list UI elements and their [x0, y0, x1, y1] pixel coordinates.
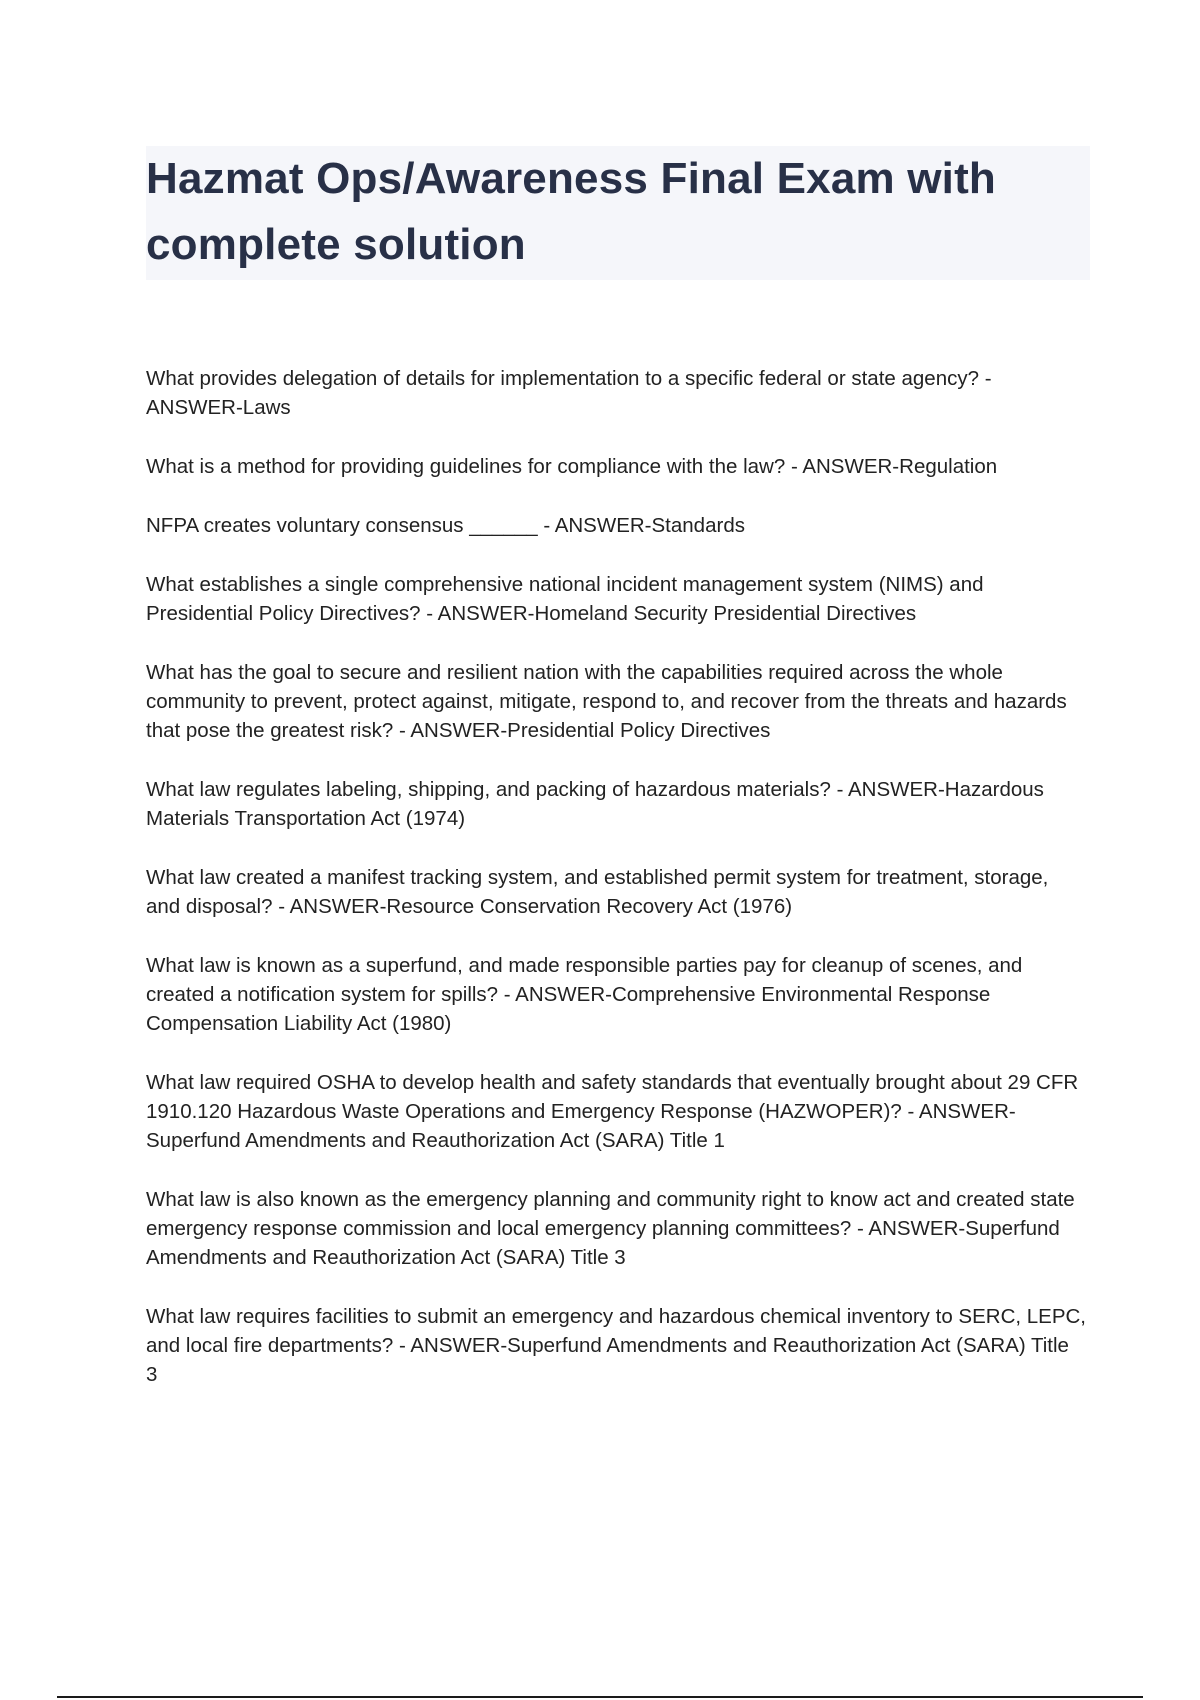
title-banner [146, 146, 1090, 280]
qa-item: What establishes a single comprehensive national incident management system (NIMS) and Presidential Policy Directives? - ANSWER-Homeland Security Presidential Directives [146, 573, 984, 625]
qa-item: What provides delegation of details for implementation to a specific federal or state agency? - ANSWER-Laws [146, 367, 992, 419]
document-title: Hazmat Ops/Awareness Final Exam with complete solution [146, 154, 997, 269]
qa-item: What law created a manifest tracking system, and established permit system for treatment, storage, and disposal? - ANSWER-Resource Conservation Recovery Act (1976) [146, 866, 1049, 918]
qa-item: What law is known as a superfund, and made responsible parties pay for cleanup of scenes, and created a notification system for spills? - ANSWER-Comprehensive Environmental Response Compensation Liability Act (1980) [146, 954, 1023, 1035]
qa-item: What law regulates labeling, shipping, and packing of hazardous materials? - ANSWER-Hazardous Materials Transportation Act (1974) [146, 778, 1044, 830]
qa-item: What law is also known as the emergency planning and community right to know act and created state emergency response commission and local emergency planning committees? - ANSWER-Superfund Amendments and Reauthorization Act (SARA) Title 3 [146, 1188, 1075, 1269]
footer-divider [57, 1696, 1143, 1698]
qa-item: What is a method for providing guidelines for compliance with the law? - ANSWER-Regulation [146, 455, 998, 478]
qa-list [146, 364, 1086, 1419]
qa-item: What law requires facilities to submit an emergency and hazardous chemical inventory to SERC, LEPC, and local fire departments? - ANSWER-Superfund Amendments and Reauthorization Act (SARA) Title 3 [146, 1305, 1087, 1386]
qa-item: What law required OSHA to develop health and safety standards that eventually brought about 29 CFR 1910.120 Hazardous Waste Operations and Emergency Response (HAZWOPER)? - ANSWER-Superfund Amendments and Reauthorization Act (SARA) Title 1 [146, 1071, 1079, 1152]
qa-item: NFPA creates voluntary consensus ______ - ANSWER-Standards [146, 514, 745, 537]
qa-item: What has the goal to secure and resilient nation with the capabilities required across the whole community to prevent, protect against, mitigate, respond to, and recover from the threats and hazards that pose the greatest risk? - ANSWER-Presidential Policy Directives [146, 661, 1067, 742]
